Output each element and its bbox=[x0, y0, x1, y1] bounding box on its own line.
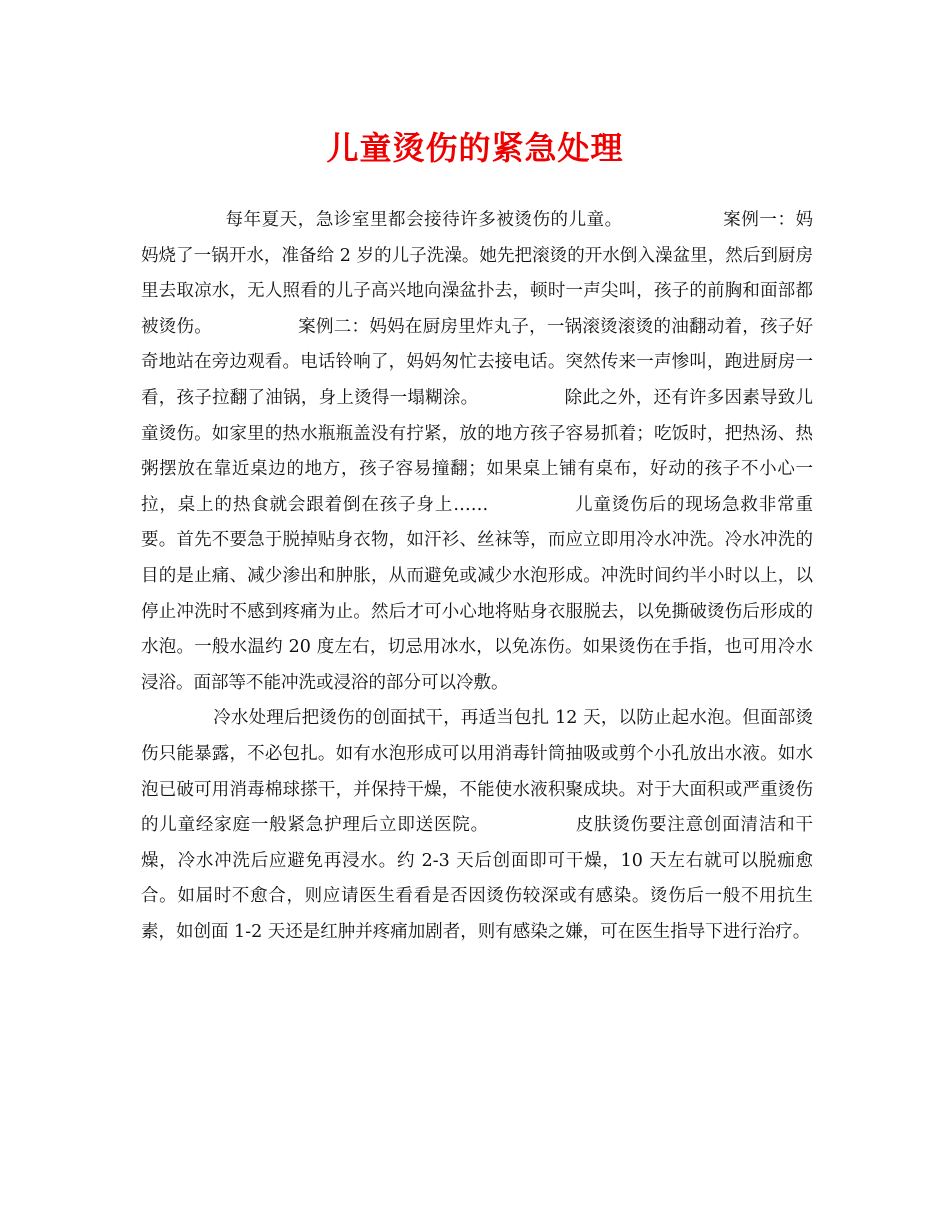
document-body bbox=[141, 203, 813, 950]
paragraph-1: 每年夏天，急诊室里都会接待许多被烫伤的儿童。 bbox=[225, 210, 623, 230]
paragraph-4: 除此之外，还有许多因素导致儿童烫伤。如家里的热水瓶瓶盖没有拧紧，放的地方孩子容易抓着；吃饭时，把热汤、热粥摆放在靠近桌边的地方，孩子容易撞翻；如果桌上铺有桌布，好动的孩子不小心一拉，桌上的热食就会跟着倒在孩子身上…… bbox=[141, 387, 814, 515]
document-title: 儿童烫伤的紧急处理 bbox=[326, 129, 624, 167]
paragraph-5: 儿童烫伤后的现场急救非常重要。首先不要急于脱掉贴身衣物，如汗衫、丝袜等，而应立即用冷水冲洗。冷水冲洗的目的是止痛、减少渗出和肿胀，从而避免或减少水泡形成。冲洗时间约半小时以上，以停止冲洗时不感到疼痛为止。然后才可小心地将贴身衣服脱去，以免撕破烫伤后形成的水泡。一般水温约 20 度左右，切忌用冰水，以免冻伤。如果烫伤在手指，也可用冷水浸浴。面部等不能冲洗或浸浴的部分可以冷敷。 bbox=[141, 494, 814, 693]
paragraph-6: 冷水处理后把烫伤的创面拭干，再适当包扎 12 天，以防止起水泡。但面部烫伤只能暴露，不必包扎。如有水泡形成可以用消毒针筒抽吸或剪个小孔放出水液。如水泡已破可用消毒棉球搽干，并保持干燥，不能使水液积聚成块。对于大面积或严重烫伤的儿童经家庭一般紧急护理后立即送医院。 bbox=[141, 708, 813, 836]
paragraph-3: 案例二：妈妈在厨房里炸丸子，一锅滚烫滚烫的油翻动着，孩子好奇地站在旁边观看。电话铃响了，妈妈匆忙去接电话。突然传来一声惨叫，跑进厨房一看，孩子拉翻了油锅，身上烫得一塌糊涂。 bbox=[141, 316, 813, 408]
paragraph-7: 皮肤烫伤要注意创面清洁和干燥，冷水冲洗后应避免再浸水。约 2-3 天后创面即可干燥，10 天左右就可以脱痂愈合。如届时不愈合，则应请医生看看是否因烫伤较深或有感染。烫伤后一般不用抗生素，如创面 1-2 天还是红肿并疼痛加剧者，则有感染之嫌，可在医生指导下进行治疗。 bbox=[141, 815, 813, 942]
paragraph-2: 案例一：妈妈烧了一锅开水，准备给 2 岁的儿子洗澡。她先把滚烫的开水倒入澡盆里，然后到厨房里去取凉水，无人照看的儿子高兴地向澡盆扑去，顿时一声尖叫，孩子的前胸和面部都被烫伤。 bbox=[141, 210, 814, 337]
